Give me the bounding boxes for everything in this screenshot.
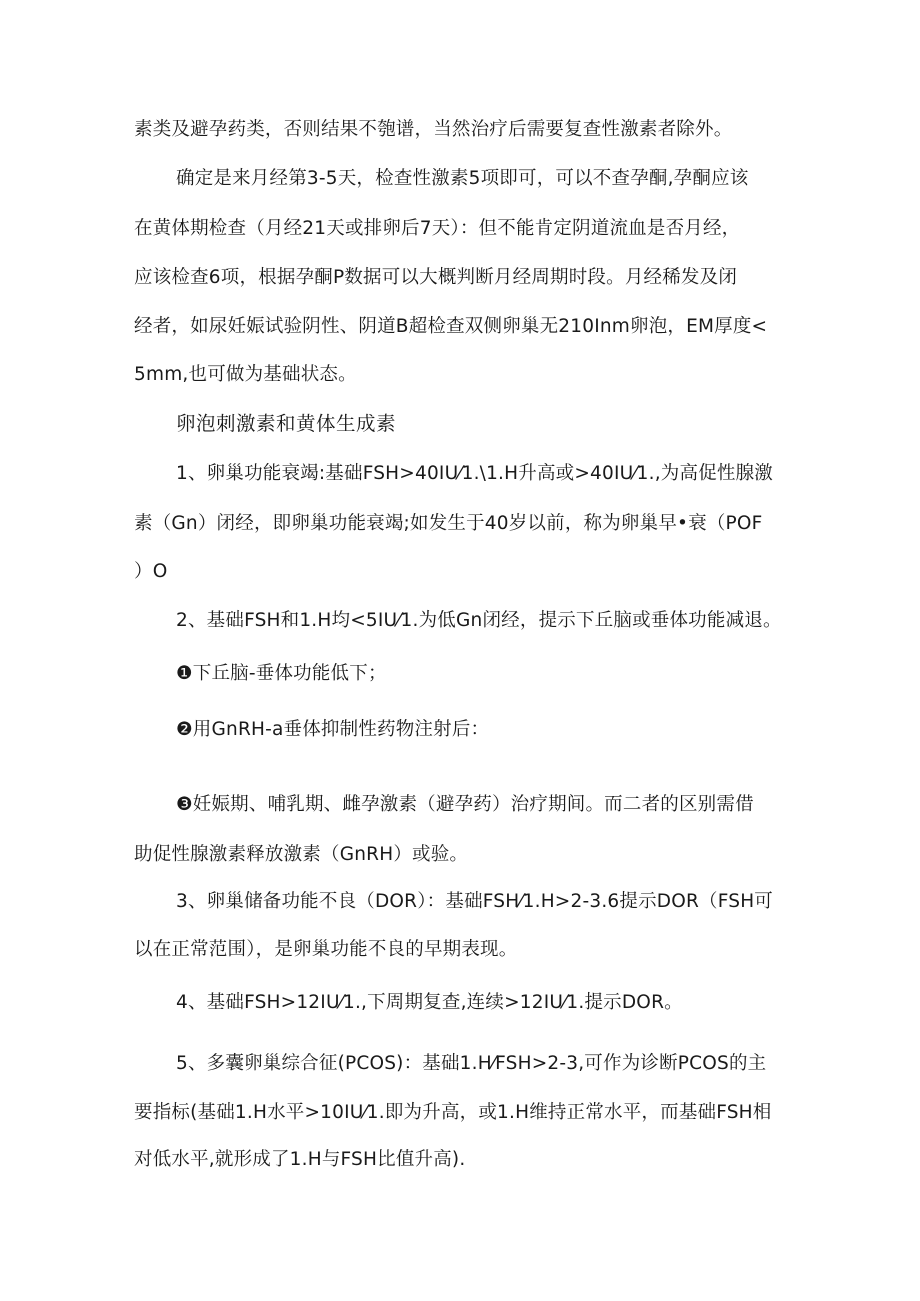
- paragraph-line: 5mm,也可做为基础状态。: [134, 364, 357, 385]
- list-item-line: 要指标(基础1.H水平>10IU⁄1.即为升高，或1.H维持正常水平，而基础FSH相: [134, 1102, 772, 1123]
- paragraph-line: 在黄体期检查（月经21天或排卵后7天）：但不能肯定阴道流血是否月经，: [134, 218, 741, 239]
- list-item-line: ）O: [134, 561, 168, 582]
- list-item-line: 以在正常范围），是卵巢功能不良的早期表现。: [134, 939, 518, 960]
- list-item-line: 3、卵巢储备功能不良（DOR）：基础FSH⁄1.H>2-3.6提示DOR（FSH可: [176, 891, 774, 912]
- paragraph-line: 应该检查6项，根据孕酮P数据可以大概判断月经周期时段。月经稀发及闭: [134, 267, 738, 288]
- section-heading: 卵泡刺激素和黄体生成素: [176, 412, 397, 435]
- list-item-line: 助促性腺激素释放激素（GnRH）或验。: [134, 844, 469, 865]
- paragraph-line: 素类及避孕药类，否则结果不匏谱，当然治疗后需要复查性激素者除外。: [134, 119, 733, 140]
- list-item-line: 对低水平,就形成了1.H与FSH比值升高).: [134, 1149, 466, 1170]
- list-item-line: 4、基础FSH>12IU⁄1.,下周期复查,连续>12IU⁄1.提示DOR。: [176, 992, 683, 1013]
- list-item-line: 5、多囊卵巢综合征(PCOS)：基础1.H⁄FSH>2-3,可作为诊断PCOS的主: [176, 1053, 767, 1074]
- list-item-line: 2、基础FSH和1.H均<5IU⁄1.为低Gn闭经，提示下丘脑或垂体功能减退。: [176, 610, 782, 631]
- paragraph-line: 经者，如尿妊娠试验阴性、阴道B超检查双侧卵巢无210Inm卵泡，EM厚度<: [134, 316, 768, 337]
- list-item-line: ❶下丘脑-垂体功能低下；: [176, 663, 387, 684]
- list-item-line: 素（Gn）闭经，即卵巢功能衰竭;如发生于40岁以前，称为卵巢早•衰（POF: [134, 513, 763, 534]
- list-item-line: 1、卵巢功能衰竭:基础FSH>40IU⁄1.\1.H升高或>40IU⁄1.,为高促性腺激: [176, 463, 774, 484]
- list-item-line: ❷用GnRH-a垂体抑制性药物注射后：: [176, 719, 490, 740]
- list-item-line: ❸妊娠期、哺乳期、雌孕激素（避孕药）治疗期间。而二者的区别需借: [176, 794, 754, 815]
- paragraph-line: 确定是来月经第3-5天，检查性激素5项即可，可以不查孕酮,孕酮应该: [176, 168, 749, 189]
